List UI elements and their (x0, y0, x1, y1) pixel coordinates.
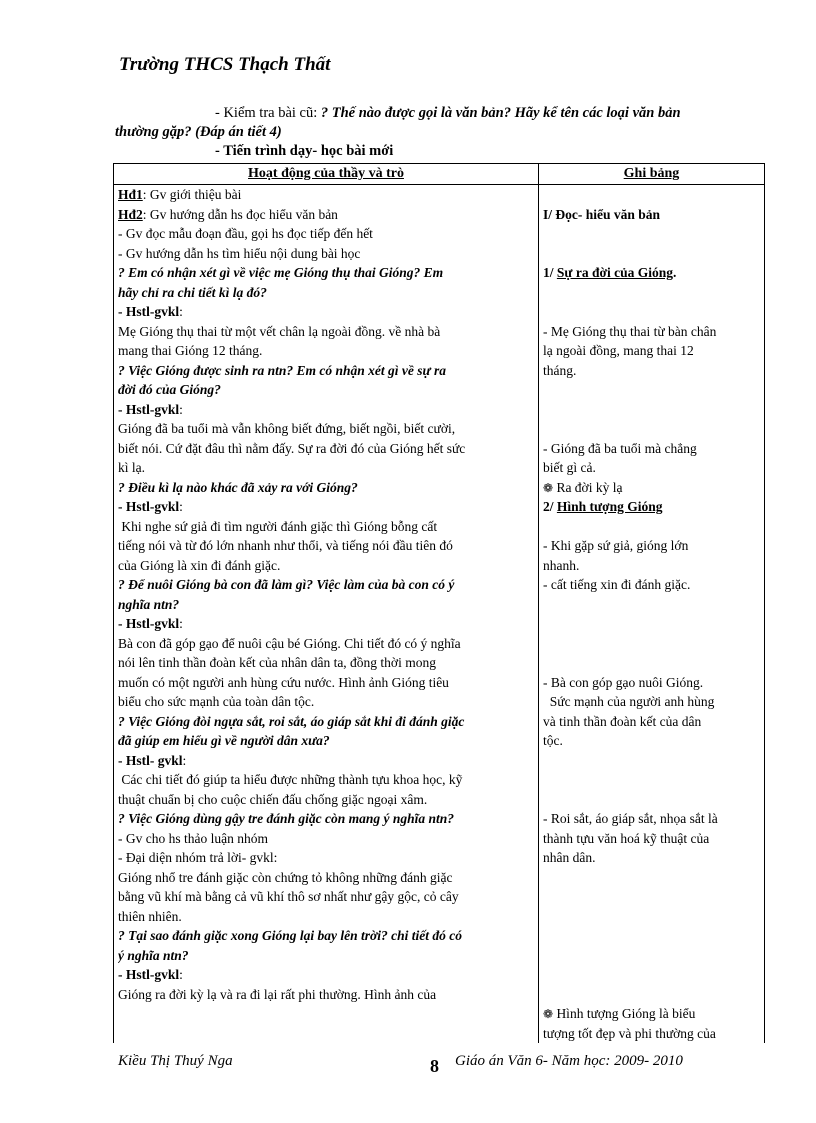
activity-text: Gióng nhổ tre đánh giặc còn chứng tỏ không những đánh giặc (118, 869, 453, 885)
activity-line (118, 224, 534, 244)
activity-text: ? Điều kì lạ nào khác đã xảy ra với Gióng? (118, 479, 358, 495)
board-note: biết gì cả. (543, 460, 596, 475)
activity-text: : (179, 616, 183, 631)
activity-text: : (179, 499, 183, 514)
activity-text: Mẹ Gióng thụ thai từ một vết chân lạ ngoài đồng. về nhà bà (118, 323, 441, 339)
activity-text: muốn có một người anh hùng cứu nước. Hình ảnh Gióng tiêu (118, 674, 449, 690)
activity-text: ? Việc Gióng đòi ngựa sắt, roi sắt, áo giáp sắt khi đi đánh giặc (118, 713, 465, 729)
activity-line (118, 497, 534, 517)
activity-text: Khi nghe sứ giả đi tìm người đánh giặc thì Gióng bỗng cất (118, 518, 438, 534)
activity-text: bằng vũ khí mà bằng cả vũ khí thô sơ nhất như gậy gộc, cỏ cây (118, 889, 459, 904)
board-section-3-title: Hình tượng Gióng (556, 499, 663, 514)
activity-text: : (182, 752, 187, 768)
activity-text: nghĩa ntn? (118, 596, 180, 612)
board-section-2-dot: . (673, 265, 677, 280)
activity-text: - Gv đọc mẫu đoạn đầu, gọi hs đọc tiếp đến hết (118, 226, 373, 241)
activity-text: thuật chuẩn bị cho cuộc chiến đấu chống giặc ngoại xâm. (118, 791, 428, 807)
activity-text: Gióng ra đời kỳ lạ và ra đi lại rất phi thường. Hình ảnh của (118, 986, 437, 1002)
board-note: - cất tiếng xin đi đánh giặc. (543, 577, 691, 592)
activity-line (118, 673, 534, 693)
activity-line (118, 634, 534, 654)
activity-text: - Hstl-gvkl (118, 401, 180, 417)
activity-line (118, 322, 534, 342)
board-note: tháng. (543, 362, 577, 378)
activity-text: đã giúp em hiểu gì về người dân xưa? (118, 733, 330, 748)
board-note: - Gióng đã ba tuổi mà chẳng (543, 440, 697, 456)
activity-text: : Gv giới thiệu bài (142, 187, 242, 202)
board-note-text: Ra đời kỳ lạ (553, 479, 623, 495)
activity-line (118, 283, 534, 303)
activity-text: kì lạ. (118, 460, 145, 475)
activity-text: - Hstl-gvkl (118, 499, 180, 514)
board-cell (539, 185, 765, 1044)
activity-text: - Gv hướng dẫn hs tìm hiểu nội dung bài học (118, 245, 361, 261)
footer-page-number: 8 (430, 1056, 439, 1076)
board-note: nhanh. (543, 557, 580, 573)
board-note: và tinh thần đoàn kết của dân (543, 713, 702, 729)
activity-text: ? Để nuôi Gióng bà con đã làm gì? Việc làm của bà con có ý (118, 577, 455, 592)
activity-text: ? Việc Gióng dùng gậy tre đánh giặc còn mang ý nghĩa ntn? (118, 811, 455, 826)
check-label: - Kiểm tra bài cũ: (215, 105, 321, 121)
activity-line (118, 848, 534, 868)
activity-text: ? Việc Gióng được sinh ra ntn? Em có nhận xét gì về sự ra (118, 362, 446, 378)
activity-text: - Hstl-gvkl (118, 304, 180, 319)
board-note-conclusion (543, 1004, 760, 1024)
activity-line (118, 517, 534, 537)
activity-text: mang thai Gióng 12 tháng. (118, 343, 263, 358)
activity-text: - Hstl-gvkl (118, 616, 180, 631)
col-header-board: Ghi bảng (539, 164, 765, 185)
activity-line (118, 614, 534, 634)
activity-text: ? Em có nhận xét gì về việc mẹ Gióng thụ thai Gióng? Em (118, 265, 444, 280)
check-question-cont: thường gặp? (Đáp án tiết 4) (115, 124, 282, 140)
board-note-text: Hình tượng Gióng là biểu (553, 1006, 696, 1021)
activity-text: ý nghĩa ntn? (118, 947, 189, 963)
activity-line (118, 985, 534, 1005)
board-note: tượng tốt đẹp và phi thường của (543, 1025, 716, 1041)
activity-line (118, 536, 534, 556)
board-note-conclusion (543, 478, 760, 498)
activity-line (118, 653, 534, 673)
activity-text: Hđ2 (118, 206, 143, 222)
activity-line (118, 712, 534, 732)
activity-line (118, 556, 534, 576)
activity-line (118, 575, 534, 595)
activity-text: - Hstl- gvkl (118, 752, 183, 768)
activity-line (118, 868, 534, 888)
activity-line (118, 965, 534, 985)
board-note: nhân dân. (543, 850, 596, 865)
activity-text: biểu cho sức mạnh của toàn dân tộc. (118, 694, 315, 709)
activity-line (118, 731, 534, 751)
activity-line (118, 185, 534, 205)
activity-line (118, 419, 534, 439)
board-section-1 (543, 205, 760, 225)
activity-text: thiên nhiên. (118, 908, 182, 924)
activity-text: - Gv cho hs thảo luận nhóm (118, 830, 268, 846)
activity-line (118, 692, 534, 712)
activity-line (118, 341, 534, 361)
lesson-table (113, 163, 765, 1043)
board-note: - Mẹ Gióng thụ thai từ bàn chân (543, 323, 717, 339)
activity-text: ? Tại sao đánh giặc xong Gióng lại bay lên trời? chi tiết đó có (118, 928, 463, 943)
board-section-2-num: 1/ (543, 265, 557, 280)
activity-line (118, 263, 534, 283)
activity-text: nói lên tinh thần đoàn kết của nhân dân ta, đồng thời mong (118, 655, 436, 670)
lesson-check (115, 104, 765, 123)
activities-cell (114, 185, 539, 1044)
check-question: ? Thế nào được gọi là văn bản? Hãy kể tên các loại văn bản (320, 105, 681, 121)
board-section-2 (543, 263, 760, 283)
activity-line (118, 595, 534, 615)
activity-line (118, 770, 534, 790)
activity-text: của Gióng là xin đi đánh giặc. (118, 557, 281, 573)
activity-line (118, 809, 534, 829)
activity-line (118, 380, 534, 400)
activity-line (118, 244, 534, 264)
activity-text: biết nói. Cứ đặt đâu thì nằm đấy. Sự ra đời đó của Gióng hết sức (118, 440, 466, 456)
board-section-3-num: 2/ (543, 499, 557, 514)
board-note: - Bà con góp gạo nuôi Gióng. (543, 674, 704, 690)
activity-text: Bà con đã góp gạo để nuôi cậu bé Gióng. Chi tiết đó có ý nghĩa (118, 635, 461, 651)
activity-line (118, 790, 534, 810)
activity-line (118, 751, 534, 771)
flower-icon: ❁ (543, 480, 554, 495)
col-header-activities: Hoạt động của thầy và trò (114, 164, 539, 185)
board-section-3 (543, 497, 760, 517)
activity-line (118, 361, 534, 381)
activity-line (118, 887, 534, 907)
school-name: Trường THCS Thạch Thất (119, 54, 331, 75)
flower-icon: ❁ (543, 1007, 554, 1021)
board-note: thành tựu văn hoá kỹ thuật của (543, 830, 710, 846)
activity-line (118, 302, 534, 322)
lesson-process: - Tiến trình dạy- học bài mới (215, 143, 394, 159)
activity-line (118, 926, 534, 946)
activity-line (118, 907, 534, 927)
board-note: lạ ngoài đồng, mang thai 12 (543, 343, 694, 358)
activity-text: : Gv hướng dẫn hs đọc hiểu văn bản (142, 206, 338, 222)
activity-line (118, 458, 534, 478)
activity-text: : (179, 401, 183, 417)
activity-text: Các chi tiết đó giúp ta hiểu được những thành tựu khoa học, kỹ (118, 772, 463, 787)
board-note: tộc. (543, 733, 563, 748)
activity-text: hãy chỉ ra chi tiết kì lạ đó? (118, 284, 267, 300)
activity-line (118, 478, 534, 498)
board-note: Sức mạnh của người anh hùng (543, 694, 715, 709)
board-section-1-text: I/ Đọc- hiểu văn bản (543, 206, 661, 222)
footer-info: Giáo án Văn 6- Năm học: 2009- 2010 (455, 1053, 683, 1069)
activity-text: đời đó của Gióng? (118, 382, 221, 397)
activity-text: Hđ1 (118, 187, 143, 202)
activity-text: : (179, 967, 183, 982)
board-section-2-title: Sự ra đời của Gióng (556, 265, 673, 280)
activity-line (118, 946, 534, 966)
activity-line (118, 205, 534, 225)
activity-text: - Hstl-gvkl (118, 967, 180, 982)
footer-author: Kiều Thị Thuý Nga (118, 1053, 233, 1069)
activity-text: Gióng đã ba tuổi mà vẫn không biết đứng, biết ngồi, biết cười, (118, 421, 456, 436)
activity-line (118, 439, 534, 459)
board-note: - Khi gặp sứ giả, gióng lớn (543, 538, 689, 553)
activity-line (118, 400, 534, 420)
activity-text: - Đại diện nhóm trả lời- gvkl: (118, 850, 278, 865)
activity-text: : (179, 304, 183, 319)
activity-text: tiếng nói và từ đó lớn nhanh như thổi, và tiếng nói đầu tiên đó (118, 538, 453, 553)
activity-line (118, 829, 534, 849)
intro-block (115, 104, 765, 161)
board-note: - Roi sắt, áo giáp sắt, nhọa sắt là (543, 811, 718, 826)
